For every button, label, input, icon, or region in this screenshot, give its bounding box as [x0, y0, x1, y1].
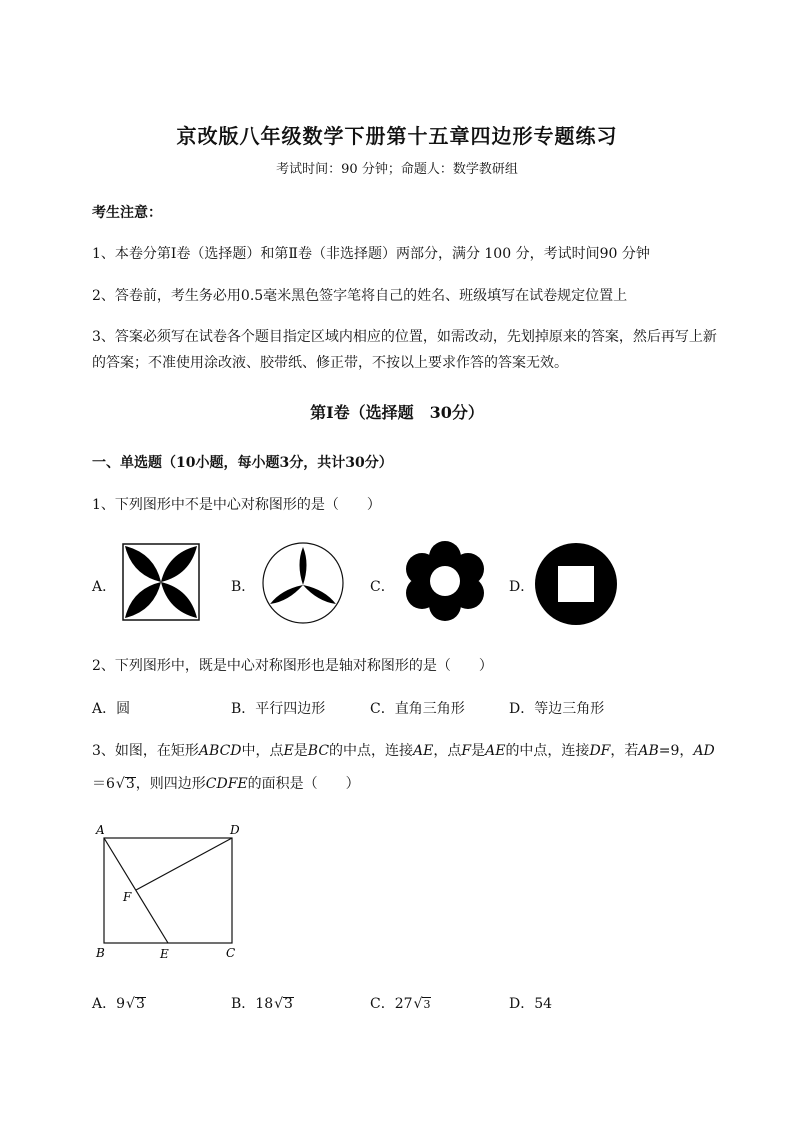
q3-var: ABCD: [198, 743, 242, 759]
q3-var: AB: [638, 743, 659, 759]
q2-stem: 2、下列图形中，既是中心对称图形也是轴对称图形的是（ ）: [92, 658, 493, 674]
q1-a-petal: [161, 582, 197, 618]
q1-d-square-hole: [558, 566, 594, 602]
q3-text: 的中点，连接: [505, 743, 590, 759]
q3-var: BC: [307, 743, 330, 759]
q1-b-blade: [268, 582, 304, 607]
q3-stem-line2: [92, 773, 360, 793]
q3-var: F: [461, 743, 472, 759]
notice-heading: 考生注意：: [92, 205, 162, 221]
sqrt-sign-icon: √: [274, 996, 284, 1012]
q3-var: DF: [589, 743, 611, 759]
page-title: 京改版八年级数学下册第十五章四边形专题练习: [176, 124, 618, 148]
section-title: 第Ⅰ卷（选择题 30分）: [310, 403, 484, 422]
q3-text: ，则四边形: [135, 776, 206, 792]
point-f-label: F: [123, 890, 132, 904]
q1-stem: 1、下列图形中不是中心对称图形的是（ ）: [92, 497, 381, 513]
q1-a-petal: [161, 546, 197, 582]
q1-option-a-label: A．: [92, 579, 117, 595]
q3-option-d: [509, 993, 552, 1013]
q3-text: ＝6: [92, 776, 115, 792]
q3-option-a-label: A．9: [92, 996, 126, 1012]
point-e-label: E: [160, 947, 169, 961]
sqrt-radical: [135, 997, 146, 1011]
point-d-label: D: [230, 823, 240, 837]
q1-a-petal: [125, 546, 161, 582]
point-b-label: B: [96, 946, 105, 960]
q3-stem-line1: [92, 740, 715, 760]
q1-c-hole: [430, 566, 460, 596]
q3-option-b-label: B．18: [231, 996, 274, 1012]
q1-figure-c: [406, 540, 484, 622]
q3-text: 是: [293, 743, 308, 759]
sqrt-radicand: 3: [284, 996, 293, 1012]
sqrt-sign-icon: √: [115, 776, 125, 792]
segment-ae: [104, 838, 168, 943]
notice-item-3-line2: 的答案；不准使用涂改液、胶带纸、修正带，不按以上要求作答的答案无效。: [92, 355, 568, 371]
sqrt-sign-icon: √: [126, 996, 135, 1012]
q1-option-c-label: C．: [370, 579, 395, 595]
q2-option-b: B．平行四边形: [231, 701, 326, 717]
q3-option-d-label: D．54: [509, 996, 553, 1012]
notice-item-1: 1、本卷分第Ⅰ卷（选择题）和第Ⅱ卷（非选择题）两部分，满分 100 分，考试时间90 分钟: [92, 246, 650, 262]
q1-a-petal: [125, 582, 161, 618]
q3-option-b: [231, 993, 294, 1013]
q1-figure-a: [122, 543, 200, 621]
q3-var: AD: [693, 743, 715, 759]
q3-var: CDFE: [205, 776, 248, 792]
q3-var: E: [283, 743, 294, 759]
q2-option-d: D．等边三角形: [509, 701, 605, 717]
q3-text: ，若: [610, 743, 639, 759]
q3-text: 是: [471, 743, 486, 759]
point-a-label: A: [96, 823, 105, 837]
sqrt-radical: [283, 997, 294, 1011]
q3-text: 的面积是（ ）: [247, 776, 360, 792]
q1-b-blade: [300, 547, 307, 585]
exam-info: 考试时间：90 分钟；命题人：数学教研组: [276, 162, 518, 177]
sqrt-sign-icon: √: [413, 996, 423, 1012]
q3-option-c: [370, 993, 431, 1013]
q3-text: 中，点: [241, 743, 284, 759]
sqrt-radical: [125, 777, 136, 791]
q1-option-b-label: B．: [231, 579, 256, 595]
q3-option-a: [92, 993, 146, 1013]
notice-item-2: 2、答卷前，考生务必用0.5毫米黑色签字笔将自己的姓名、班级填写在试卷规定位置上: [92, 288, 628, 304]
point-c-label: C: [226, 946, 236, 960]
segment-df: [136, 838, 232, 890]
sqrt-radicand: 3: [423, 998, 431, 1011]
q3-text: ，点: [433, 743, 462, 759]
q3-option-c-label: C．27: [370, 996, 413, 1012]
q2-option-a: A．圆: [92, 701, 131, 717]
q3-var: AE: [485, 743, 506, 759]
q3-text: 的中点，连接: [329, 743, 414, 759]
sqrt-radicand: 3: [135, 996, 145, 1012]
notice-item-3-line1: 3、答案必须写在试卷各个题目指定区域内相应的位置，如需改动，先划掉原来的答案，然后再写上新: [92, 329, 717, 345]
sqrt-radical: [422, 997, 431, 1011]
q3-rectangle-figure: [92, 820, 252, 965]
q1-b-blade: [301, 582, 337, 607]
q1-figure-d: [535, 543, 617, 625]
q3-text: =9，: [658, 743, 694, 759]
q3-var: AE: [413, 743, 434, 759]
q2-option-c: C．直角三角形: [370, 701, 465, 717]
part-heading: 一、单选题（10小题，每小题3分，共计30分）: [92, 455, 393, 471]
q3-text: 3、如图，在矩形: [92, 743, 199, 759]
q1-option-d-label: D．: [509, 579, 535, 595]
q1-figure-b: [262, 542, 344, 624]
sqrt-radicand: 3: [125, 776, 135, 792]
